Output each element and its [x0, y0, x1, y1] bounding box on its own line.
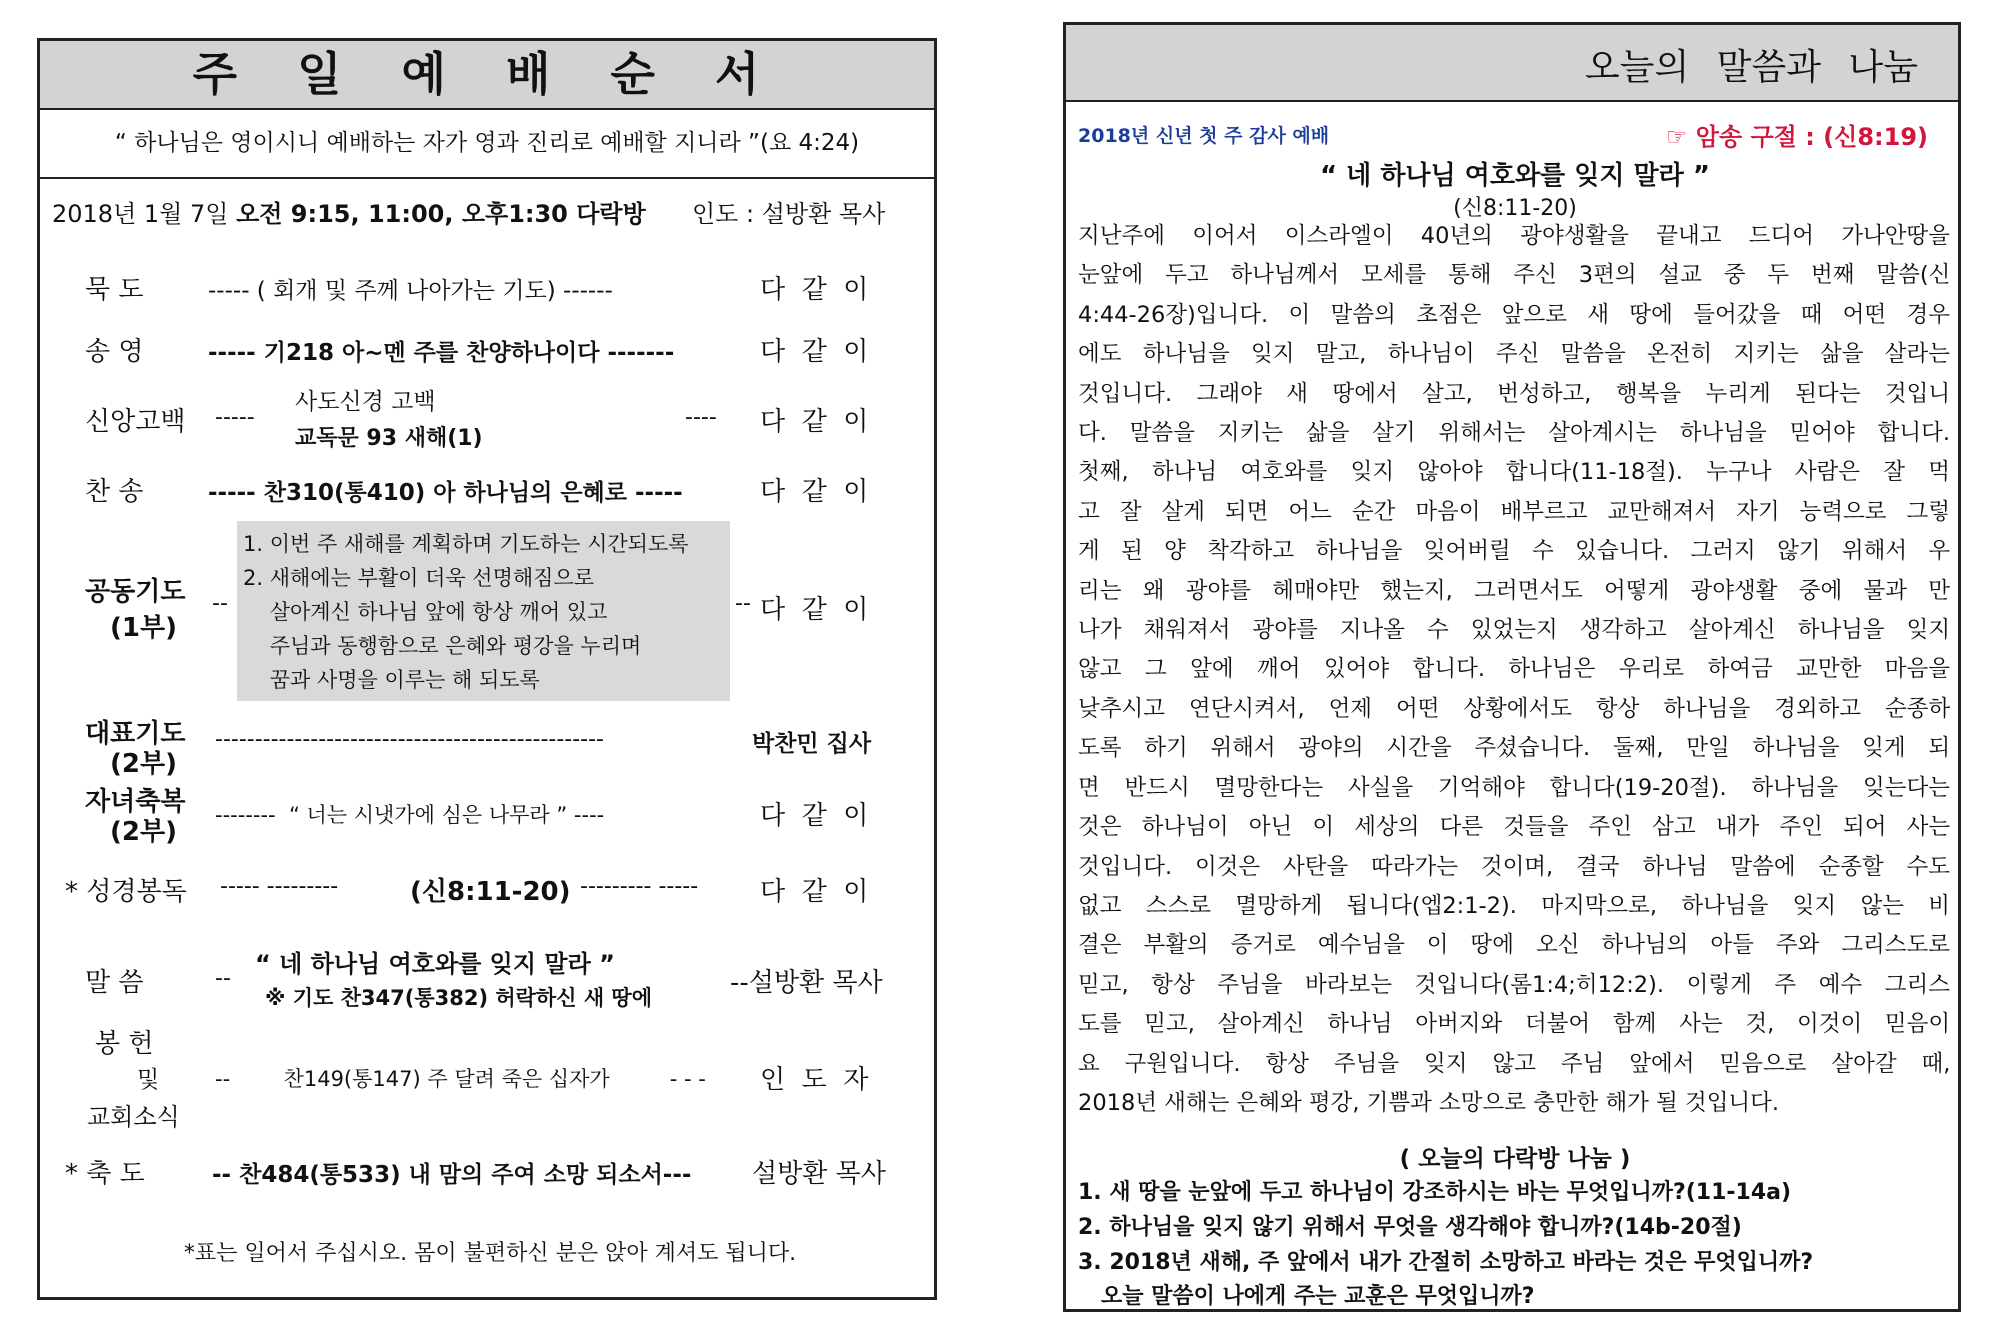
sermon-body: [1078, 217, 1950, 1123]
order-performer: 다 같 이: [760, 407, 869, 437]
sermon-title: “ 네 하나님 여호와를 잊지 말라 ”: [1320, 161, 1710, 191]
body-line: 것입니다. 이것은 사탄을 따라가는 것이며, 결국 하나님 말씀에 순종할 수도: [1078, 853, 1950, 880]
sermon-header-title: 오늘의 말씀과 나눔: [1584, 47, 1918, 88]
body-line: 첫째, 하나님 여호와를 잊지 않아야 합니다(11-18절). 누구나 사람은 잘 먹: [1078, 459, 1950, 486]
order-label: 공동기도: [85, 577, 186, 607]
order-dash: ----- ---------: [220, 874, 339, 899]
order-label-sub: (2부): [110, 749, 177, 779]
order-row-sermon: [40, 944, 940, 1014]
order-content: -- 찬484(통533) 내 맘의 주여 소망 되소서---: [212, 1162, 692, 1188]
sharing-question: 1. 새 땅을 눈앞에 두고 하나님이 강조하시는 바는 무엇입니까?(11-14a): [1078, 1180, 1792, 1205]
prayer-topics-box: [237, 521, 730, 701]
order-content: -------- “ 너는 시냇가에 심은 나무라 ” ----: [215, 803, 605, 827]
body-line: 면 반드시 멸망한다는 사실을 기억해야 합니다(19-20절). 하나님을 잊는다는: [1078, 774, 1950, 801]
body-line: 낮추시고 연단시켜서, 언제 어떤 상황에서도 항상 하나님을 경외하고 순종하: [1078, 695, 1951, 722]
body-line: 것은 하나님이 아닌 이 세상의 다른 것들을 주인 삼고 내가 주인 되어 사는: [1078, 814, 1951, 841]
body-line: 다. 말씀을 지키는 삶을 살기 위해서는 살아계시는 하나님을 믿어야 합니다.: [1078, 420, 1950, 447]
order-label-sub: 교회소식: [87, 1103, 180, 1131]
order-label: 말 씀: [85, 968, 144, 998]
sharing-question: 오늘 말씀이 나에게 주는 교훈은 무엇입니까?: [1078, 1284, 1535, 1309]
body-line: 것입니다. 그래야 새 땅에서 살고, 번성하고, 행복을 누리게 된다는 것입니: [1078, 380, 1951, 407]
footer-note: *표는 일어서 주십시오. 몸이 불편하신 분은 앉아 계셔도 됩니다.: [183, 1241, 797, 1266]
order-content: ----- ( 회개 및 주께 나아가는 기도) ------: [208, 278, 613, 304]
order-row-rep-prayer: [40, 713, 940, 783]
order-content-line2: 교독문 93 새해(1): [295, 426, 483, 451]
order-dash: -------------------------------------------------: [215, 727, 604, 752]
order-row-child-blessing: [40, 781, 940, 851]
order-label: 찬 송: [85, 477, 144, 507]
prayer-item: 꿈과 사명을 이루는 해 되도록: [243, 668, 540, 692]
body-line: 믿고, 항상 주님을 바라보는 것입니다(롬1:4;히12:2). 이렇게 주 예수 그리스: [1078, 971, 1950, 998]
theme-verse: “ 하나님은 영이시니 예배하는 자가 영과 진리로 예배할 지니라 ”(요 4:24): [40, 110, 934, 179]
body-line: 4:44-26장)입니다. 이 말씀의 초점은 앞으로 새 땅에 들어갔을 때 어떤 경우: [1078, 301, 1950, 328]
order-performer: 다 같 이: [760, 877, 869, 907]
order-content: ----- 찬310(통410) 아 하나님의 은혜로 -----: [208, 480, 683, 506]
order-performer: 박찬민 집사: [752, 731, 872, 757]
order-content-line1: 사도신경 고백: [295, 389, 436, 415]
sermon-sharing-panel: [1063, 22, 1961, 1312]
body-line: 결은 부활의 증거로 예수님을 이 땅에 오신 하나님의 아들 주와 그리스도로: [1078, 932, 1950, 959]
body-line: 에도 하나님을 잊지 말고, 하나님이 주신 말씀을 온전히 지키는 삶을 살라는: [1078, 341, 1950, 368]
order-label: 자녀축복: [85, 787, 186, 817]
service-leader: 인도 : 설방환 목사: [692, 200, 886, 228]
memory-verse: ☞ 암송 구절 : (신8:19): [1665, 123, 1928, 151]
sermon-prayer-hymn: ※ 기도 찬347(통382) 허락하신 새 땅에: [265, 986, 652, 1010]
body-line: 고 잘 살게 되면 어느 순간 마음이 배부르고 교만해져서 자기 능력으로 그렇: [1078, 498, 1950, 525]
order-row-offering: [40, 1023, 940, 1133]
sharing-title: ( 오늘의 다락방 나눔 ): [1399, 1146, 1631, 1172]
service-date-text: 2018년 1월 7일: [52, 200, 237, 228]
order-performer: 다 같 이: [760, 275, 869, 305]
sharing-question: 3. 2018년 새해, 주 앞에서 내가 간절히 소망하고 바라는 것은 무엇입니까?: [1078, 1250, 1814, 1275]
body-line: 지난주에 이어서 이스라엘이 40년의 광야생활을 끝내고 드디어 가나안땅을: [1078, 223, 1950, 249]
order-content: ----- 기218 아~멘 주를 찬양하나이다 -------: [208, 340, 675, 366]
sermon-reference: (신8:11-20): [1453, 196, 1577, 221]
order-performer: 다 같 이: [760, 801, 869, 831]
order-dash: --------- -----: [580, 874, 699, 899]
worship-order-panel: [37, 38, 937, 1300]
body-line: 없고 스스로 멸망하게 됩니다(엡2:1-2). 마지막으로, 하나님을 잊지 않는 비: [1078, 892, 1950, 919]
order-performer: 인 도 자: [760, 1065, 869, 1095]
prayer-item: 주님과 동행함으로 은혜와 평강을 누리며: [243, 634, 642, 658]
order-label: 대표기도: [85, 719, 186, 749]
order-label: 묵 도: [85, 275, 144, 305]
body-line: 도를 믿고, 살아계신 하나님 아버지와 더불어 함께 사는 것, 이것이 믿음이: [1078, 1011, 1951, 1038]
order-performer: 다 같 이: [760, 595, 869, 625]
order-dash: -----: [215, 405, 255, 430]
order-label: 송 영: [85, 337, 144, 367]
order-label-sub: 및: [137, 1067, 160, 1093]
order-label-sub: (2부): [110, 817, 177, 847]
body-line: 리는 왜 광야를 헤매야만 했는지, 그러면서도 어떻게 광야생활 중에 물과 만: [1078, 577, 1950, 604]
sharing-question: 2. 하나님을 잊지 않기 위해서 무엇을 생각해야 합니까?(14b-20절): [1078, 1215, 1742, 1240]
body-line: 않고 그 앞에 깨어 있어야 합니다. 하나님은 우리로 하여금 교만한 마음을: [1078, 656, 1950, 683]
service-times: 오전 9:15, 11:00, 오후1:30 다락방: [236, 200, 646, 228]
body-line: 게 된 양 착각하고 하나님을 잊어버릴 수 있습니다. 그러지 않기 위해서 우: [1078, 538, 1951, 565]
order-performer: --설방환 목사: [730, 968, 883, 998]
order-dash: ----: [685, 405, 717, 430]
prayer-item: 살아계신 하나님 앞에 항상 깨어 있고: [243, 600, 608, 624]
order-label: 봉 헌: [95, 1029, 154, 1059]
order-performer: 다 같 이: [760, 477, 869, 507]
order-label: 신앙고백: [85, 407, 186, 437]
body-line: 요 구원입니다. 항상 주님을 잊지 않고 주님 앞에서 믿음으로 살아갈 때,: [1078, 1050, 1951, 1077]
sermon-header: [1066, 25, 1958, 102]
body-line: 2018년 새해는 은혜와 평강, 기쁨과 소망으로 충만한 해가 될 것입니다.: [1078, 1089, 1780, 1116]
order-performer: 다 같 이: [760, 337, 869, 367]
order-row-faith: [40, 383, 940, 453]
worship-order-title: 주 일 예 배 순 서: [40, 41, 934, 110]
body-line: 나가 채워져서 광야를 지나올 수 있었는지 생각하고 살아계신 하나님을 잊지: [1078, 617, 1951, 644]
sermon-title: “ 네 하나님 여호와를 잊지 말라 ”: [255, 950, 615, 978]
order-dash: --: [212, 591, 228, 616]
order-content: -- 찬149(통147) 주 달려 죽은 십자가 - - -: [215, 1067, 706, 1091]
prayer-item: 2. 새해에는 부활이 더욱 선명해짐으로: [243, 566, 595, 590]
order-dash: --: [215, 966, 231, 991]
order-performer: 설방환 목사: [752, 1159, 886, 1189]
order-label-sub: (1부): [110, 613, 177, 643]
order-label: * 성경봉독: [65, 877, 187, 907]
order-dash: --: [735, 591, 751, 616]
service-name: 2018년 신년 첫 주 감사 예배: [1078, 125, 1330, 147]
order-label: * 축 도: [65, 1159, 145, 1189]
body-line: 눈앞에 두고 하나님께서 모세를 통해 주신 3편의 설교 중 두 번째 말씀(신: [1078, 262, 1951, 289]
body-line: 도록 하기 위해서 광야의 시간을 주셨습니다. 둘째, 만일 하나님을 잊게 되: [1078, 735, 1951, 762]
service-date: [52, 194, 646, 229]
prayer-item: 1. 이번 주 새해를 계획하며 기도하는 시간되도록: [243, 532, 689, 556]
order-content: (신8:11-20): [410, 877, 571, 907]
